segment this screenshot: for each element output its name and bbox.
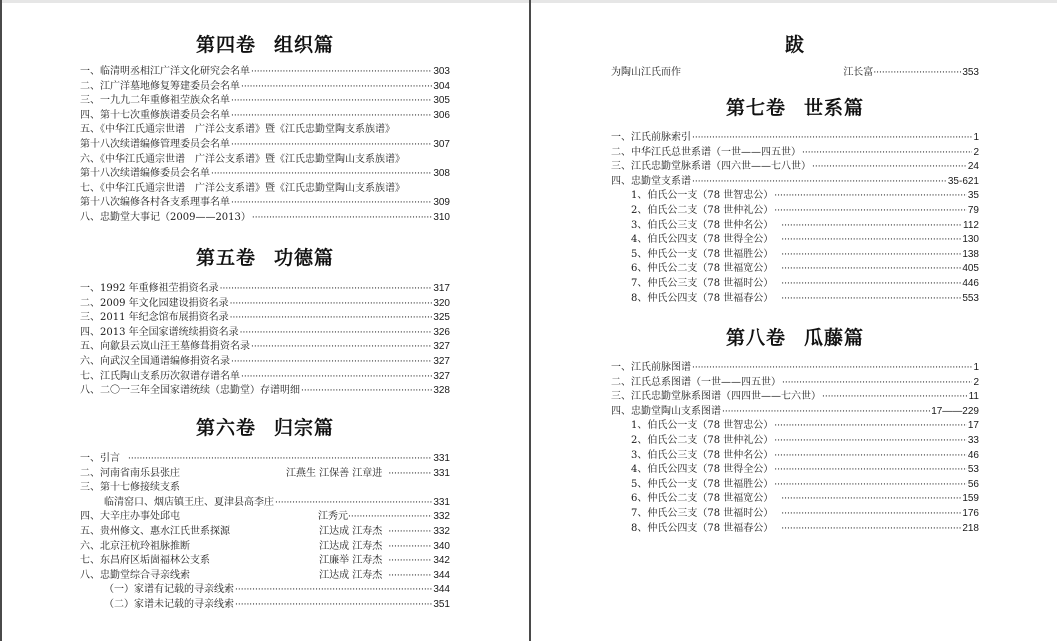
toc-entry-label: 7、仲氏公三支（78 世福时公） (631, 507, 774, 519)
toc-leader-dots (211, 167, 432, 182)
toc-entry[interactable] (80, 525, 450, 540)
toc-entry-page: 327 (433, 341, 450, 353)
toc-entry-page: 1 (973, 362, 979, 373)
toc-entry-page: 340 (433, 540, 450, 552)
toc-entry[interactable] (80, 496, 450, 511)
toc-entry-label: 3、伯氏公三支（78 世仲名公） (631, 219, 774, 231)
toc-leader-dots (231, 355, 432, 370)
toc-entry-label: 四、大辛庄办事处邱屯 (80, 511, 180, 523)
toc-leader-dots (230, 311, 433, 326)
vol7-title-name: 世系篇 (804, 97, 865, 119)
vol8-title-number: 第八卷 (725, 327, 786, 349)
toc-entry[interactable] (80, 123, 450, 138)
toc-entry-label: 八、忠勤堂大事记（2009——2013） (80, 211, 251, 223)
toc-entry-page: 446 (962, 277, 979, 289)
toc-entry-label: 七、《中华江氏通宗世谱 广洋公支系谱》暨《江氏忠勤堂陶山支系族谱》 (80, 182, 405, 194)
toc-leader-dots (251, 65, 432, 80)
toc-leader-dots (301, 384, 432, 399)
toc-entry-label: 六、向武汉全国通谱编修捐资名录 (80, 355, 230, 367)
toc-entry-label: （二）家谱未记载的寻亲线索 (104, 598, 234, 610)
toc-entry-page: 17 (967, 420, 979, 432)
toc-leader-dots (692, 175, 947, 190)
toc-entry[interactable] (80, 94, 450, 109)
toc-entry-page: 53 (967, 464, 979, 476)
toc-entry-label: 四、第十七次重修族谱委员会名单 (80, 109, 230, 121)
toc-entry-label: 五、《中华江氏通宗世谱 广洋公支系谱》暨《江氏忠勤堂陶支系族谱》 (80, 124, 395, 136)
toc-entry-page: 353 (962, 67, 979, 78)
toc-entry[interactable] (80, 510, 450, 525)
vol6-title-name: 归宗篇 (274, 417, 335, 439)
toc-entry-page: 405 (962, 263, 979, 275)
toc-entry[interactable] (611, 160, 979, 175)
toc-entry-page: 308 (433, 168, 450, 180)
toc-leader-dots (220, 282, 433, 297)
toc-entry-page: 327 (433, 370, 450, 382)
toc-leader-dots (781, 233, 961, 248)
page-spread-divider (529, 0, 531, 641)
toc-entry-label: 六、北京汪杭玲祖脉推断 (80, 540, 190, 552)
vol5-title (80, 243, 450, 270)
toc-entry[interactable] (611, 248, 979, 263)
toc-entry-label: 第十八次续谱编修管理委员会名单 (80, 138, 230, 150)
toc-leader-dots (388, 540, 432, 555)
toc-entry-page: 35 (967, 190, 979, 202)
toc-entry-label: 第十八次续谱编修委员会名单 (80, 168, 210, 180)
toc-entry-page: 328 (433, 385, 450, 397)
toc-entry[interactable] (611, 478, 979, 493)
toc-entry[interactable] (611, 405, 979, 420)
toc-leader-dots (781, 492, 961, 507)
toc-entry[interactable] (80, 80, 450, 95)
toc-entry-label: 七、江氏陶山支系历次叙谱存谱名单 (80, 370, 240, 382)
vol8-toc (611, 361, 979, 536)
toc-entry-label: 第十八次编修各村各支系理事名单 (80, 197, 230, 209)
toc-entry[interactable] (611, 361, 979, 376)
vol8-title-name: 瓜藤篇 (804, 327, 865, 349)
toc-entry-page: 159 (962, 493, 979, 505)
postscript-title: 跋 (784, 34, 805, 56)
toc-leader-dots (781, 507, 961, 522)
toc-entry[interactable] (611, 189, 979, 204)
toc-entry-author: 江达成 江寿杰 (319, 540, 383, 552)
toc-leader-dots (781, 522, 961, 537)
toc-entry[interactable] (80, 384, 450, 399)
toc-entry-label: 三、第十七修接续支系 (80, 482, 180, 494)
toc-entry-label: 4、伯氏公四支（78 世得全公） (631, 234, 774, 246)
toc-entry[interactable] (611, 376, 979, 391)
toc-entry-label: 5、仲氏公一支（78 世福胜公） (631, 478, 774, 490)
toc-leader-dots (388, 467, 432, 482)
toc-entry-page: 310 (433, 211, 450, 223)
toc-entry-label: 二、江氏总系图谱（一世——四五世） (611, 376, 781, 388)
vol5-title-name: 功德篇 (274, 247, 335, 269)
toc-entry-label: 8、仲氏公四支（78 世福春公） (631, 522, 774, 534)
toc-entry[interactable] (611, 507, 979, 522)
toc-entry[interactable] (80, 153, 450, 168)
toc-entry-label: 三、江氏忠勤堂脉系谱（四六世——七八世） (611, 161, 811, 173)
toc-entry[interactable] (80, 311, 450, 326)
toc-leader-dots (231, 94, 432, 109)
toc-entry[interactable] (80, 598, 450, 613)
toc-leader-dots (692, 361, 972, 376)
toc-entry-label: 一、1992 年重修祖茔捐资名录 (80, 283, 219, 294)
toc-leader-dots (822, 390, 968, 405)
toc-entry[interactable] (80, 65, 450, 80)
toc-entry-label: 2、伯氏公二支（78 世仲礼公） (631, 434, 774, 446)
toc-entry-label: 5、仲氏公一支（78 世福胜公） (631, 248, 774, 260)
toc-leader-dots (235, 598, 432, 613)
toc-entry-label: 二、江广洋墓地修复筹建委员会名单 (80, 80, 240, 92)
toc-leader-dots (252, 211, 432, 226)
toc-entry-label: 六、《中华江氏通宗世谱 广洋公支系谱》暨《江氏忠勤堂陶山支系族谱》 (80, 153, 405, 165)
toc-entry[interactable] (611, 522, 979, 537)
toc-entry[interactable] (80, 340, 450, 355)
toc-entry-page: 24 (967, 161, 979, 173)
toc-entry[interactable] (80, 326, 450, 341)
toc-entry-author: 江秀元 (318, 511, 348, 523)
toc-leader-dots (348, 510, 432, 525)
toc-entry[interactable] (80, 167, 450, 182)
toc-leader-dots (231, 109, 432, 124)
toc-entry-page: 17——229 (931, 405, 979, 417)
toc-entry-label: 3、伯氏公三支（78 世仲名公） (631, 449, 774, 461)
toc-entry-author: 江廉举 江寿杰 (319, 555, 383, 567)
toc-leader-dots (774, 434, 967, 449)
toc-entry[interactable] (80, 540, 450, 555)
toc-entry[interactable] (80, 370, 450, 385)
toc-entry-label: 4、伯氏公四支（78 世得全公） (631, 464, 774, 476)
toc-leader-dots (235, 583, 432, 598)
toc-leader-dots (722, 405, 930, 420)
toc-entry-label: 五、向歙县云岚山汪王墓修葺捐资名录 (80, 341, 250, 353)
toc-entry-label: 6、仲氏公二支（78 世福宽公） (631, 263, 774, 275)
toc-entry-label: 一、江氏前脉索引 (611, 132, 691, 143)
vol8-title (611, 323, 979, 350)
vol4-title-name: 组织篇 (274, 34, 335, 56)
vol6-toc (80, 452, 450, 613)
toc-entry-author: 江达成 江寿杰 (319, 569, 383, 581)
toc-entry-page: 2 (973, 376, 979, 388)
toc-entry[interactable] (80, 355, 450, 370)
left-page (80, 0, 450, 641)
toc-entry[interactable] (80, 452, 450, 467)
right-page (611, 0, 979, 641)
toc-entry-author: 江长富 (843, 67, 874, 78)
toc-entry[interactable] (80, 109, 450, 124)
toc-leader-dots (275, 496, 432, 511)
vol7-title-number: 第七卷 (725, 97, 786, 119)
vol4-toc (80, 65, 450, 226)
toc-leader-dots (128, 452, 432, 467)
toc-entry-page: 130 (962, 234, 979, 246)
toc-leader-dots (241, 80, 432, 95)
toc-entry-page: 218 (962, 522, 979, 534)
toc-leader-dots (251, 340, 432, 355)
toc-entry[interactable] (611, 233, 979, 248)
toc-entry-page: 331 (433, 467, 450, 479)
toc-entry[interactable] (611, 419, 979, 434)
toc-leader-dots (781, 248, 961, 263)
toc-entry-label: 二、2009 年文化园建设捐资名录 (80, 297, 229, 309)
toc-entry[interactable] (80, 583, 450, 598)
toc-leader-dots (231, 138, 432, 153)
toc-leader-dots (388, 569, 432, 584)
toc-entry-page: 351 (433, 598, 450, 610)
toc-entry-page: 35-621 (947, 175, 979, 187)
toc-entry-page: 33 (967, 434, 979, 446)
toc-entry-page: 332 (433, 511, 450, 523)
toc-entry-label: 8、仲氏公四支（78 世福春公） (631, 292, 774, 304)
toc-entry-page: 320 (433, 297, 450, 309)
toc-entry-page: 1 (973, 132, 979, 143)
toc-entry-page: 112 (963, 219, 979, 231)
vol7-toc (611, 131, 979, 306)
toc-entry[interactable] (611, 449, 979, 464)
toc-leader-dots (812, 160, 967, 175)
toc-entry[interactable] (611, 463, 979, 478)
vol4-title-number: 第四卷 (195, 34, 256, 56)
toc-leader-dots (782, 376, 972, 391)
toc-leader-dots (692, 131, 972, 146)
toc-entry-label: 1、伯氏公一支（78 世智忠公） (631, 420, 774, 432)
toc-entry-page: 327 (433, 355, 450, 367)
vol5-title-number: 第五卷 (195, 247, 256, 269)
toc-leader-dots (774, 478, 967, 493)
toc-entry[interactable] (611, 492, 979, 507)
toc-leader-dots (774, 204, 967, 219)
toc-entry-label: 一、引言 (80, 453, 120, 464)
toc-entry-page: 46 (967, 449, 979, 461)
toc-entry[interactable] (611, 434, 979, 449)
toc-leader-dots (774, 189, 967, 204)
toc-entry-label: 为陶山江氏而作 (611, 67, 681, 78)
toc-entry-page: 2 (973, 146, 979, 158)
toc-entry-author: 江达成 江寿杰 (319, 525, 383, 537)
toc-leader-dots (230, 297, 433, 312)
toc-entry-label: 7、仲氏公三支（78 世福时公） (631, 277, 774, 289)
toc-entry[interactable] (80, 282, 450, 297)
toc-entry-label: 二、河南省南乐县张庄 (80, 467, 180, 479)
toc-entry-page: 11 (968, 391, 979, 403)
toc-entry-label: 四、2013 年全国家谱统续捐资名录 (80, 326, 239, 338)
toc-entry[interactable] (80, 297, 450, 312)
toc-entry-page: 317 (433, 283, 450, 294)
vol7-title (611, 93, 979, 120)
vol5-toc (80, 282, 450, 399)
toc-entry[interactable] (80, 554, 450, 569)
toc-leader-dots (781, 292, 961, 307)
toc-entry[interactable] (611, 175, 979, 190)
toc-entry-page: 342 (433, 555, 450, 567)
toc-entry-page: 305 (433, 95, 450, 107)
postscript-toc (611, 66, 979, 81)
toc-entry[interactable] (611, 219, 979, 234)
toc-leader-dots (240, 326, 433, 341)
toc-entry-page: 304 (433, 80, 450, 92)
toc-entry-page: 326 (433, 326, 450, 338)
toc-entry-label: 八、忠勤堂综合寻亲线索 (80, 569, 190, 581)
toc-entry[interactable] (611, 131, 979, 146)
toc-entry-label: 八、二〇一三年全国家谱统续（忠勤堂）存谱明细 (80, 385, 300, 397)
toc-entry-page: 56 (967, 478, 979, 490)
toc-leader-dots (802, 146, 972, 161)
toc-leader-dots (231, 196, 432, 211)
toc-leader-dots (774, 449, 967, 464)
toc-entry-label: 七、东昌府区垢崮福林公支系 (80, 555, 210, 567)
vol6-title (80, 413, 450, 440)
vol6-title-number: 第六卷 (195, 417, 256, 439)
toc-entry[interactable] (611, 66, 979, 81)
toc-entry[interactable] (611, 277, 979, 292)
toc-leader-dots (774, 419, 967, 434)
toc-entry-page: 306 (433, 109, 450, 121)
toc-entry[interactable] (611, 292, 979, 307)
toc-entry-label: 一、江氏前脉图谱 (611, 362, 691, 373)
toc-leader-dots (873, 66, 961, 81)
toc-entry[interactable] (611, 204, 979, 219)
toc-leader-dots (781, 219, 962, 234)
toc-entry[interactable] (611, 146, 979, 161)
toc-entry[interactable] (80, 211, 450, 226)
toc-entry-page: 344 (433, 584, 450, 596)
toc-entry[interactable] (80, 196, 450, 211)
toc-leader-dots (388, 525, 432, 540)
toc-entry-label: 三、2011 年纪念馆布展捐资名录 (80, 312, 229, 324)
toc-entry-page: 309 (433, 197, 450, 209)
toc-entry-page: 331 (433, 496, 450, 508)
toc-entry[interactable] (80, 138, 450, 153)
toc-leader-dots (781, 262, 961, 277)
toc-entry-page: 79 (967, 204, 979, 216)
toc-entry-label: 五、贵州修文、惠水江氏世系探源 (80, 525, 230, 537)
toc-entry-page: 331 (433, 453, 450, 464)
toc-entry-page: 344 (433, 569, 450, 581)
toc-entry-page: 138 (962, 248, 979, 260)
toc-entry-page: 332 (433, 525, 450, 537)
toc-entry[interactable] (80, 569, 450, 584)
toc-leader-dots (388, 554, 432, 569)
toc-entry-label: 2、伯氏公二支（78 世仲礼公） (631, 204, 774, 216)
toc-entry-page: 307 (433, 138, 450, 150)
toc-entry[interactable] (80, 467, 450, 482)
toc-entry-label: 二、中华江氏总世系谱（一世——四五世） (611, 146, 801, 158)
toc-entry-label: 三、一九九二年重修祖茔族众名单 (80, 95, 230, 107)
toc-entry[interactable] (611, 390, 979, 405)
toc-entry[interactable] (80, 481, 450, 496)
toc-entry-page: 303 (433, 66, 450, 77)
toc-entry-label: 四、忠勤堂陶山支系图谱 (611, 405, 721, 417)
toc-entry-page: 176 (962, 507, 979, 519)
toc-leader-dots (774, 463, 967, 478)
toc-entry-page: 553 (962, 292, 979, 304)
toc-entry-label: （一）家谱有记载的寻亲线索 (104, 584, 234, 596)
toc-entry-label: 一、临清明丞相江广洋文化研究会名单 (80, 66, 250, 77)
toc-entry-label: 1、伯氏公一支（78 世智忠公） (631, 190, 774, 202)
toc-entry-author: 江燕生 江保善 江章进 (285, 467, 383, 479)
toc-entry[interactable] (611, 262, 979, 277)
toc-entry-label: 6、仲氏公二支（78 世福宽公） (631, 493, 774, 505)
toc-entry-label: 四、忠勤堂支系谱 (611, 175, 691, 187)
vol4-title (80, 30, 450, 57)
toc-entry-label: 临清窑口、烟店镇王庄、夏津县高李庄 (104, 496, 274, 508)
toc-entry-page: 325 (433, 312, 450, 324)
toc-leader-dots (241, 370, 432, 385)
toc-leader-dots (781, 277, 961, 292)
toc-entry[interactable] (80, 182, 450, 197)
page-left-border (0, 0, 2, 641)
toc-entry-label: 三、江氏忠勤堂脉系图谱（四四世——七六世） (611, 391, 821, 403)
